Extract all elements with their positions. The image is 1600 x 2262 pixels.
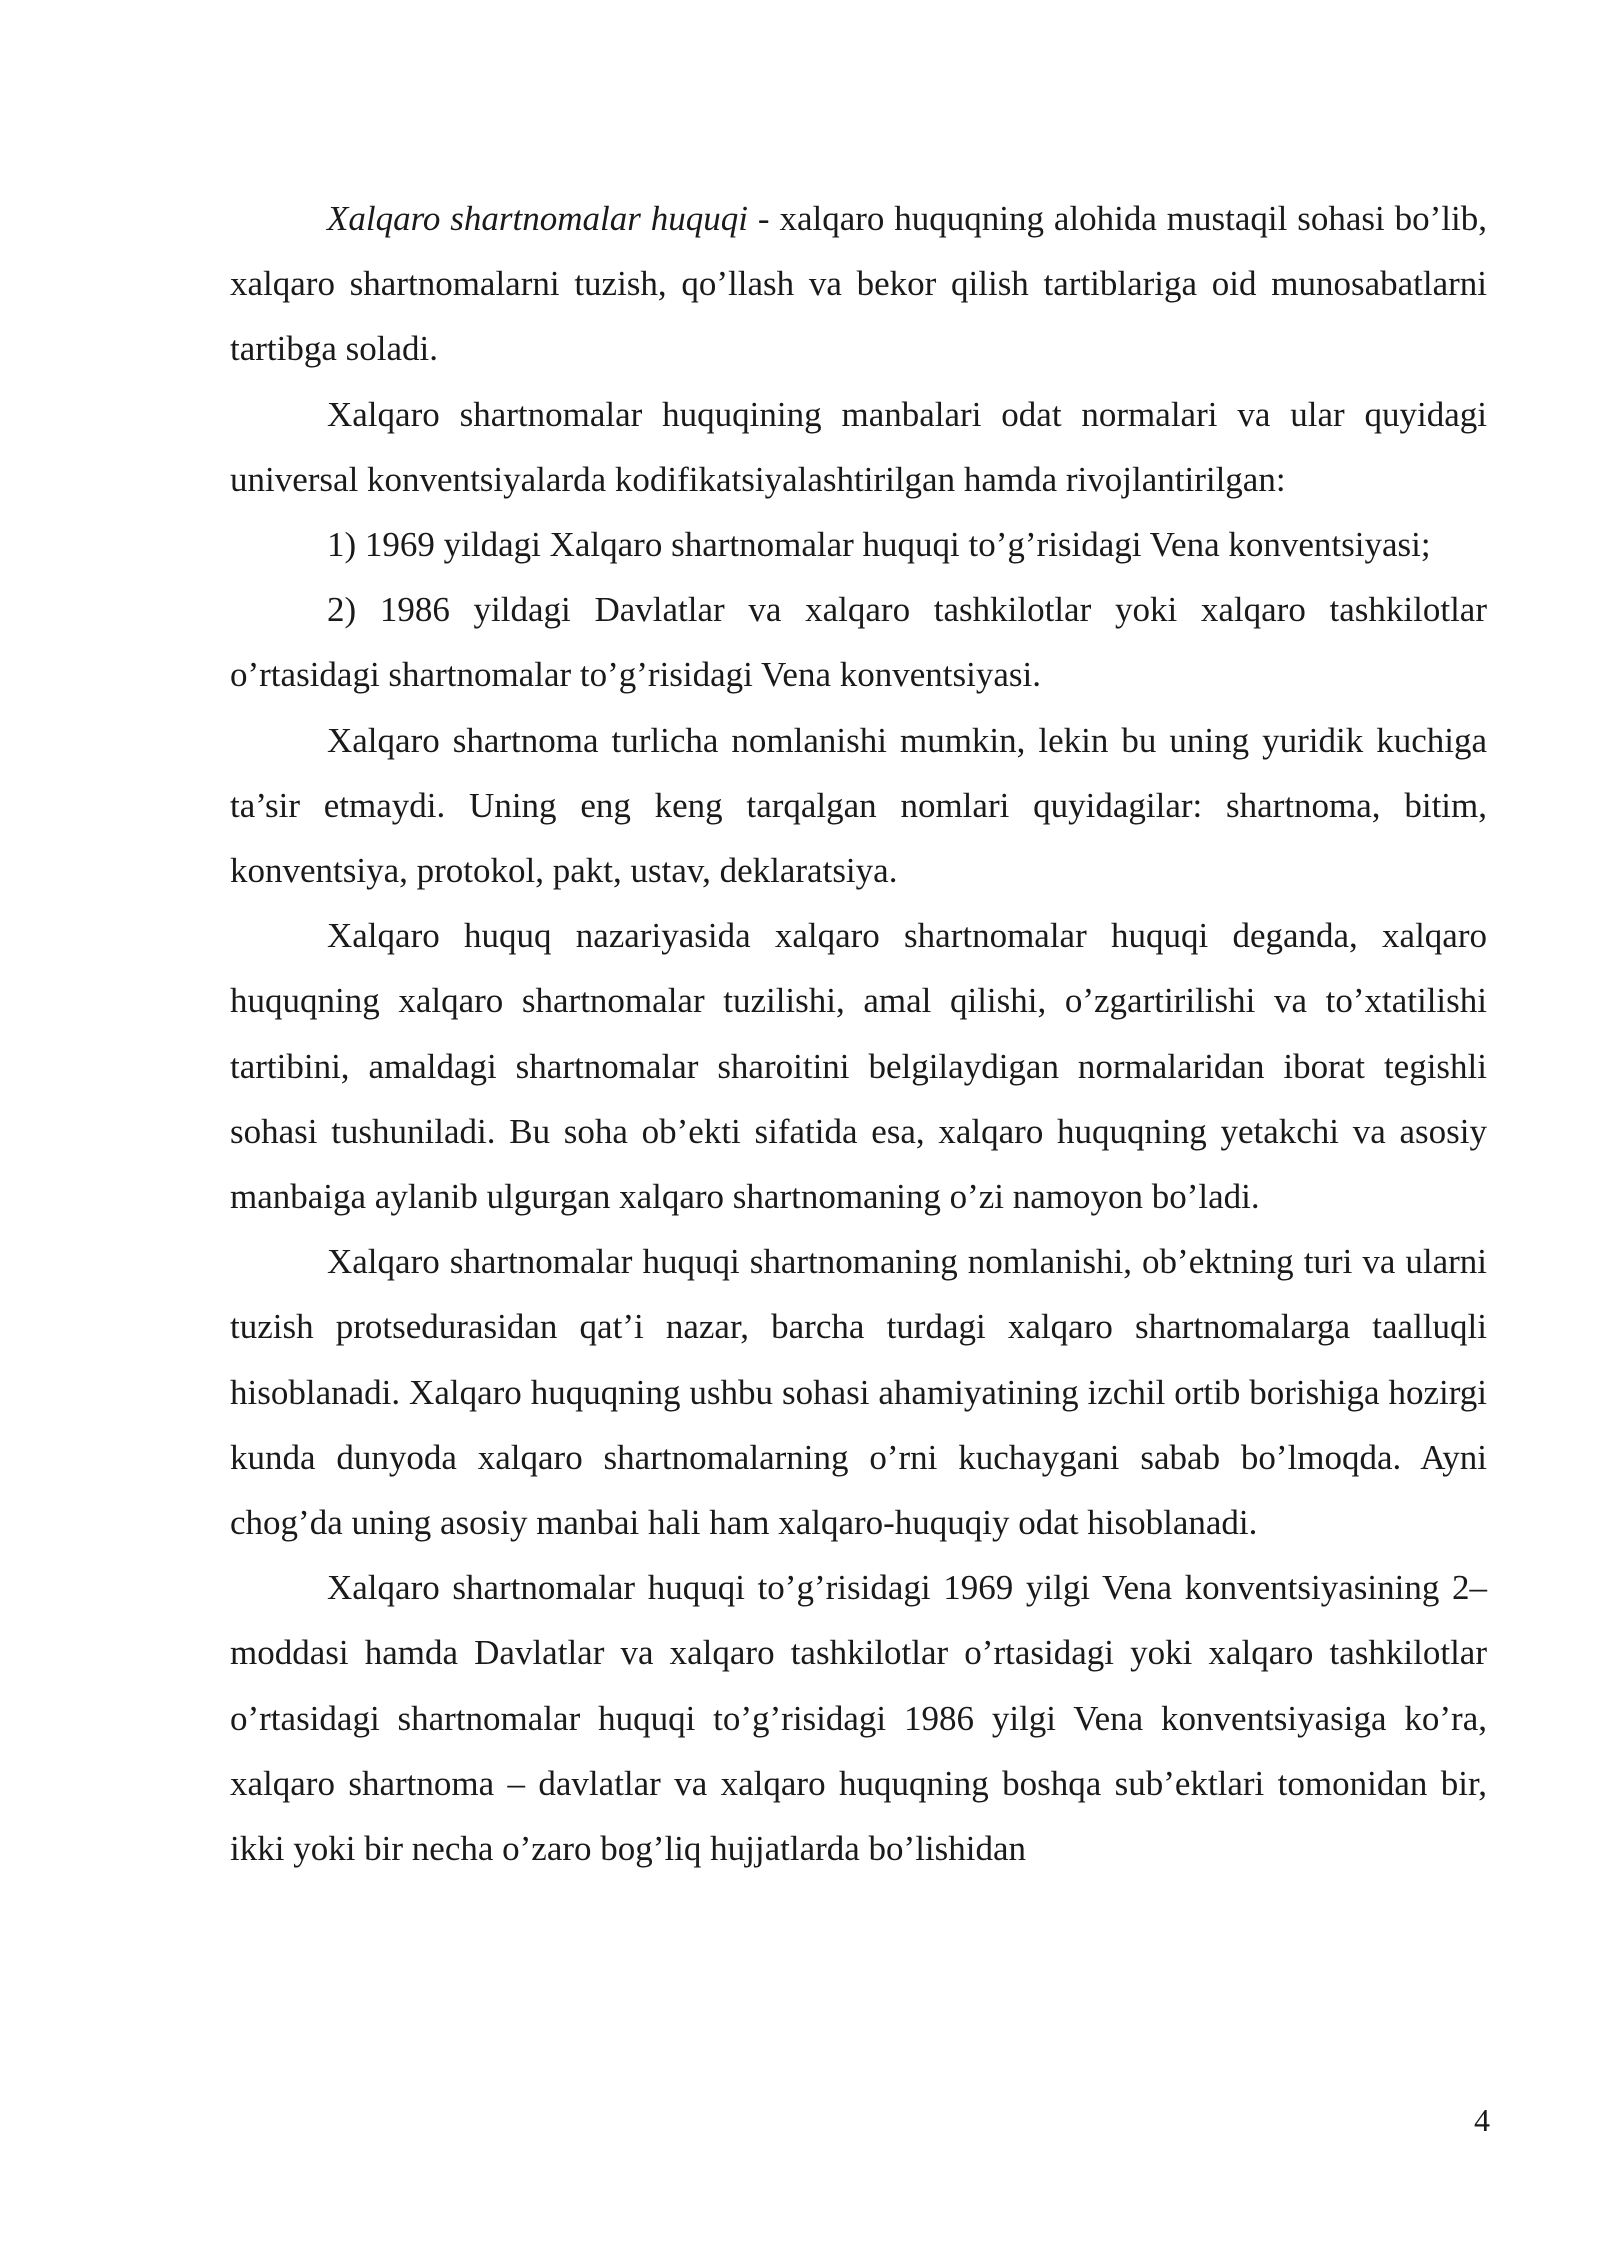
list-item-1986-convention: 2) 1986 yildagi Davlatlar va xalqaro tashkilotlar yoki xalqaro tashkilotlar o’rtasidagi shartnomalar to’g’risidagi Vena konventsiyasi.: [230, 590, 1487, 695]
paragraph-treaty-names: Xalqaro shartnoma turlicha nomlanishi mumkin, lekin bu uning yuridik kuchiga ta’sir etmaydi. Uning eng keng tarqalgan nomlari quyidagilar: shartnoma, bitim, konventsiya, protokol, pakt, ustav, deklaratsiya.: [230, 720, 1487, 891]
paragraph-text: - xalqaro huquqning alohida mustaqil sohasi bo’lib, xalqaro shartnomalarni tuzish, qo’llash va bekor qilish tartiblariga oid munosabatlarni tartibga soladi.: [230, 199, 1487, 369]
paragraph-sources: Xalqaro shartnomalar huquqining manbalari odat normalari va ular quyidagi universal konventsiyalarda kodifikatsiyalashtirilgan hamda rivojlantirilgan:: [230, 394, 1487, 499]
document-body: [230, 186, 1487, 1881]
paragraph-theory: Xalqaro huquq nazariyasida xalqaro shartnomalar huquqi deganda, xalqaro huquqning xalqaro shartnomalar tuzilishi, amal qilishi, o’zgartirilishi va to’xtatilishi tartibini, amaldagi shartnomalar sharoitini belgilaydigan normalaridan iborat tegishli sohasi tushuniladi. Bu soha ob’ekti sifatida esa, xalqaro huquqning yetakchi va asosiy manbaiga aylanib ulgurgan xalqaro shartnomaning o’zi namoyon bo’ladi.: [230, 916, 1487, 1217]
page-number: 4: [1474, 2102, 1490, 2138]
paragraph-definition-article-2: Xalqaro shartnomalar huquqi to’g’risidagi 1969 yilgi Vena konventsiyasining 2–moddasi hamda Davlatlar va xalqaro tashkilotlar o’rtasidagi yoki xalqaro tashkilotlar o’rtasidagi shartnomalar huquqi to’g’risidagi 1986 yilgi Vena konventsiyasiga ko’ra, xalqaro shartnoma – davlatlar va xalqaro huquqning boshqa sub’ektlari tomonidan bir, ikki yoki bir necha o’zaro bog’liq hujjatlarda bo’lishidan: [230, 1568, 1487, 1869]
list-item-1969-convention: 1) 1969 yildagi Xalqaro shartnomalar huquqi to’g’risidagi Vena konventsiyasi;: [327, 525, 1431, 565]
paragraph-definition: [230, 186, 1487, 382]
italic-term: Xalqaro shartnomalar huquqi: [327, 199, 749, 238]
paragraph-scope: Xalqaro shartnomalar huquqi shartnomaning nomlanishi, ob’ektning turi va ularni tuzish protsedurasidan qat’i nazar, barcha turdagi xalqaro shartnomalarga taalluqli hisoblanadi. Xalqaro huquqning ushbu sohasi ahamiyatining izchil ortib borishiga hozirgi kunda dunyoda xalqaro shartnomalarning o’rni kuchaygani sabab bo’lmoqda. Ayni chog’da uning asosiy manbai hali ham xalqaro-huquqiy odat hisoblanadi.: [230, 1242, 1487, 1543]
